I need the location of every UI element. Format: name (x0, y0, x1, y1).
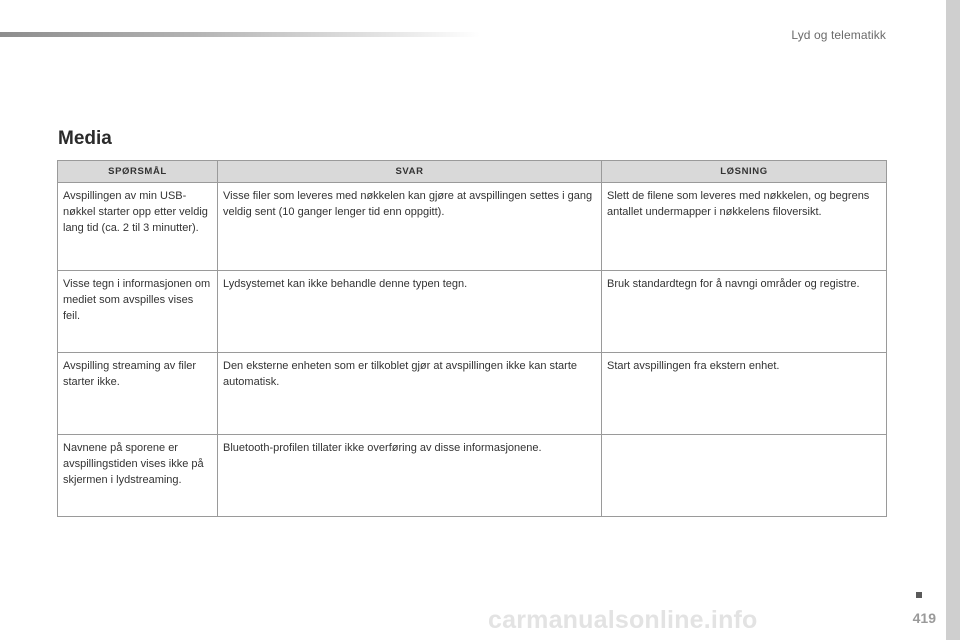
question-cell: Avspillingen av min USB-nøkkel starter opp etter veldig lang tid (ca. 2 til 3 minutter). (58, 183, 218, 271)
column-header-question: SPØRSMÅL (58, 161, 218, 183)
table-header-row (58, 161, 887, 183)
answer-cell: Visse filer som leveres med nøkkelen kan gjøre at avspillingen settes i gang veldig sent (10 ganger lenger tid enn oppgitt). (218, 183, 602, 271)
page-marker (916, 592, 922, 598)
column-header-solution: LØSNING (602, 161, 887, 183)
solution-cell (602, 435, 887, 517)
column-header-answer: SVAR (218, 161, 602, 183)
header-gradient-bar (0, 32, 480, 37)
table-row (58, 271, 887, 353)
table-row (58, 353, 887, 435)
section-label: Lyd og telematikk (791, 28, 886, 42)
answer-cell: Lydsystemet kan ikke behandle denne typen tegn. (218, 271, 602, 353)
watermark-text: carmanualsonline.info (488, 606, 758, 634)
page-title: Media (58, 128, 112, 149)
answer-cell: Bluetooth-profilen tillater ikke overføring av disse informasjonene. (218, 435, 602, 517)
faq-table (57, 160, 887, 517)
page-edge-bar (946, 0, 960, 640)
solution-cell: Bruk standardtegn for å navngi områder og registre. (602, 271, 887, 353)
question-cell: Avspilling streaming av filer starter ikke. (58, 353, 218, 435)
page-number: 419 (912, 610, 936, 626)
question-cell: Visse tegn i informasjonen om mediet som avspilles vises feil. (58, 271, 218, 353)
answer-cell: Den eksterne enheten som er tilkoblet gjør at avspillingen ikke kan starte automatisk. (218, 353, 602, 435)
table-row (58, 435, 887, 517)
solution-cell: Slett de filene som leveres med nøkkelen, og begrens antallet undermapper i nøkkelens filoversikt. (602, 183, 887, 271)
question-cell: Navnene på sporene er avspillingstiden vises ikke på skjermen i lydstreaming. (58, 435, 218, 517)
table-row (58, 183, 887, 271)
solution-cell: Start avspillingen fra ekstern enhet. (602, 353, 887, 435)
